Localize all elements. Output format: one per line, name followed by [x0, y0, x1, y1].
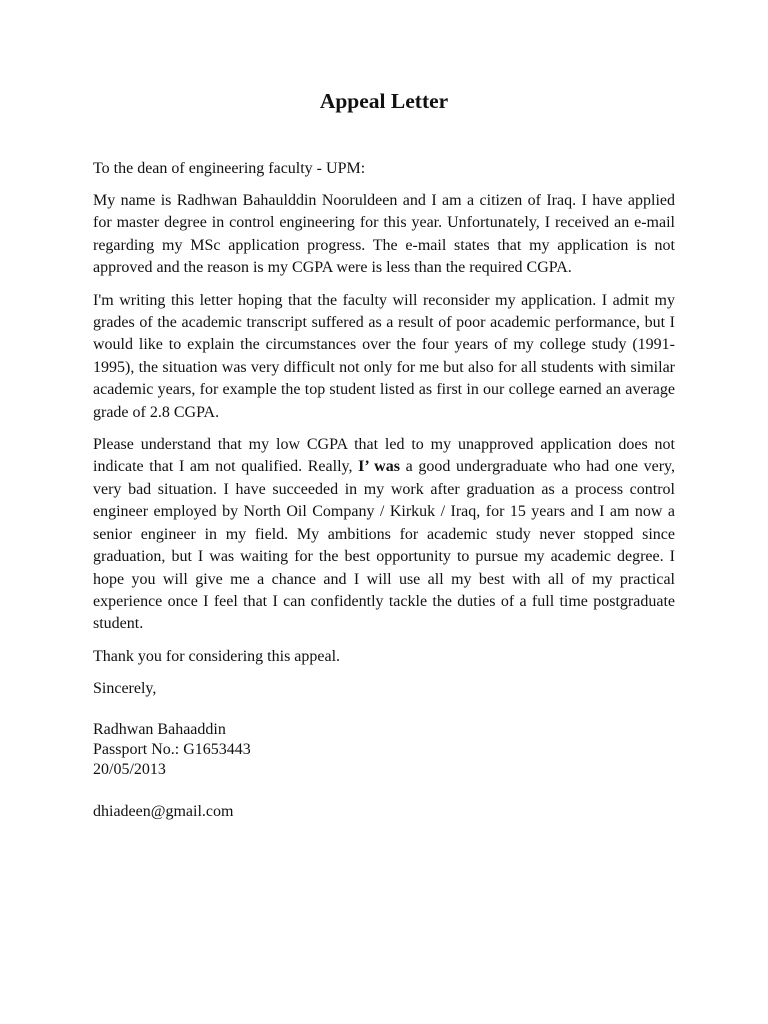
letter-title: Appeal Letter	[319, 89, 449, 113]
paragraph-qualifications	[93, 434, 675, 636]
paragraph-introduction: My name is Radhwan Bahaulddin Nooruldeen and I am a citizen of Iraq. I have applied for master degree in control engineering for this year. Unfortunately, I received an e-mail regarding my MSc application progress. The e-mail states that my application is not approved and the reason is my CGPA were is less than the required CGPA.	[93, 192, 675, 277]
paragraph-circumstances: I'm writing this letter hoping that the faculty will reconsider my application. I admit my grades of the academic transcript suffered as a result of poor academic performance, but I would like to explain the circumstances over the four years of my college study (1991-1995), the situation was very difficult not only for me but also for all students with similar academic years, for example the top student listed as first in our college earned an average grade of 2.8 CGPA.	[93, 291, 675, 421]
letter-page	[93, 86, 675, 822]
signature-name: Radhwan Bahaaddin	[93, 721, 226, 739]
paragraph-qualifications-part1: Please understand that my low CGPA that led to my unapproved application does not indicate that I am not qualified. Really,	[93, 436, 675, 476]
paragraph-qualifications-part2: a good undergraduate who had one very, very bad situation. I have succeeded in my work after graduation as a process control engineer employed by North Oil Company / Kirkuk / Iraq, for 15 years and I am now a senior engineer in my field. My ambitions for academic study never stopped since graduation, but I was waiting for the best opportunity to pursue my academic degree. I hope you will give me a chance and I will use all my best with all of my practical experience once I feel that I can confidently tackle the duties of a full time postgraduate student.	[93, 458, 676, 633]
signature-date: 20/05/2013	[93, 761, 166, 779]
closing: Sincerely,	[93, 680, 157, 698]
thanks-line: Thank you for considering this appeal.	[93, 647, 341, 665]
salutation: To the dean of engineering faculty - UPM:	[93, 160, 366, 177]
signature-email: dhiadeen@gmail.com	[93, 803, 234, 821]
signature-block	[93, 720, 675, 780]
paragraph-qualifications-bold: I’ was	[358, 458, 400, 476]
signature-passport: Passport No.: G1653443	[93, 741, 251, 759]
